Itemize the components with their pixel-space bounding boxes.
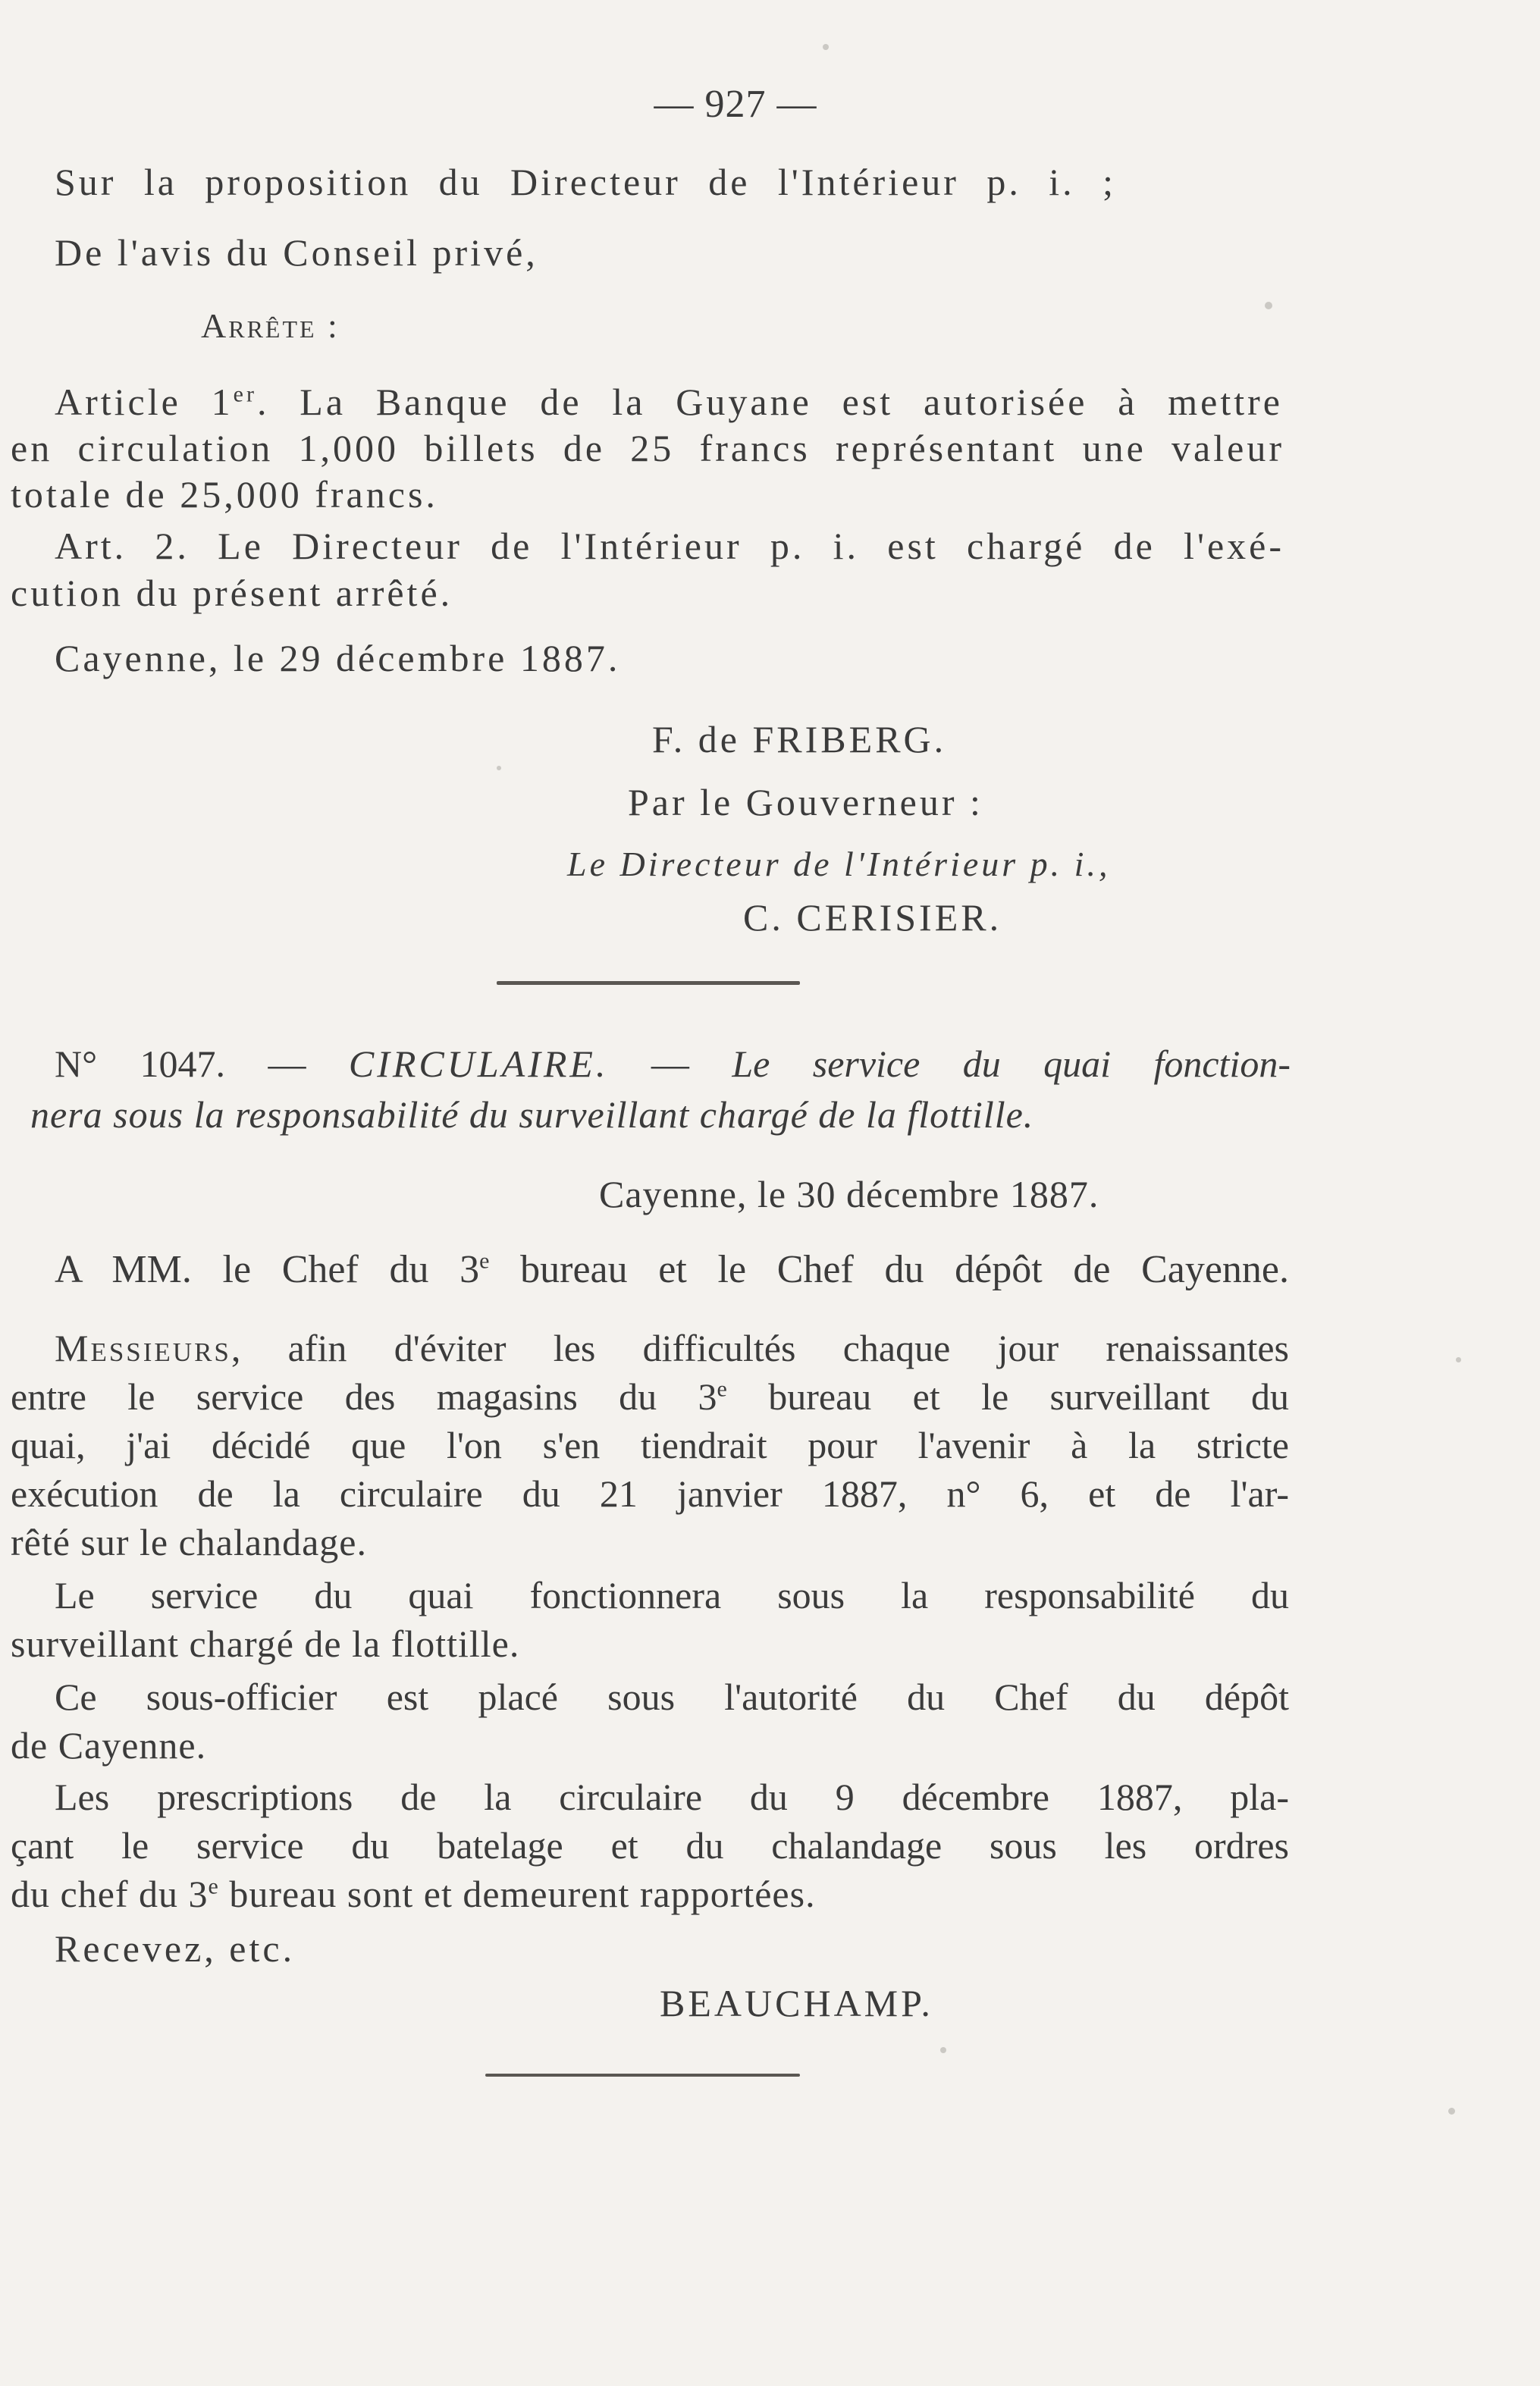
- circular-heading-line-1: N° 1047. — CIRCULAIRE. — Le service du quai fonction-: [55, 1043, 1291, 1085]
- intro-line-2: De l'avis du Conseil privé,: [55, 231, 538, 274]
- body-p1-line-4: exécution de la circulaire du 21 janvier 1887, n° 6, et de l'ar-: [11, 1472, 1289, 1515]
- date-place-2: Cayenne, le 30 décembre 1887.: [599, 1173, 1099, 1215]
- director-name: C. CERISIER.: [743, 896, 1002, 939]
- scan-speck: [1456, 1357, 1461, 1362]
- director-title: Le Directeur de l'Intérieur p. i.,: [567, 845, 1111, 883]
- circular-number: N° 1047.: [55, 1043, 226, 1085]
- body-p1-line-5: rêté sur le chalandage.: [11, 1521, 367, 1563]
- scan-speck: [497, 766, 501, 770]
- scan-speck: [1448, 2108, 1455, 2115]
- article-1-line-2: en circulation 1,000 billets de 25 francs représentant une valeur: [11, 427, 1284, 469]
- body-p2-line-1: Le service du quai fonctionnera sous la responsabilité du: [55, 1574, 1289, 1616]
- body-p4-line-1: Les prescriptions de la circulaire du 9 décembre 1887, pla-: [55, 1776, 1289, 1818]
- closing-formula: Recevez, etc.: [55, 1927, 296, 1970]
- scan-speck: [1265, 302, 1272, 309]
- circular-title: CIRCULAIRE.: [348, 1043, 609, 1085]
- body-p1-line-3: quai, j'ai décidé que l'on s'en tiendrait pour l'avenir à la stricte: [11, 1424, 1289, 1466]
- article-1-line-3: totale de 25,000 francs.: [11, 473, 438, 516]
- body-p1-line-2: entre le service des magasins du 3e bureau et le surveillant du: [11, 1375, 1289, 1418]
- body-p3-line-2: de Cayenne.: [11, 1724, 207, 1767]
- body-p4-line-3: du chef du 3e bureau sont et demeurent rapportées.: [11, 1873, 816, 1915]
- signer-name-1: F. de FRIBERG.: [652, 718, 947, 760]
- circular-subject-1: Le service du quai fonction-: [732, 1043, 1291, 1085]
- circular-subject-2: nera sous la responsabilité du surveillant chargé de la flottille.: [30, 1093, 1034, 1136]
- signer-name-2: BEAUCHAMP.: [660, 1982, 933, 2024]
- by-governor: Par le Gouverneur :: [628, 781, 983, 823]
- intro-line-1: Sur la proposition du Directeur de l'Intérieur p. i. ;: [55, 161, 1116, 203]
- article-1-line-1: Article 1er. La Banque de la Guyane est autorisée à mettre: [55, 381, 1283, 423]
- body-p4-line-2: çant le service du batelage et du chalandage sous les ordres: [11, 1824, 1289, 1867]
- scan-speck: [940, 2047, 946, 2053]
- separator-rule-1: [497, 981, 800, 985]
- article-2-line-1: Art. 2. Le Directeur de l'Intérieur p. i. est chargé de l'exé-: [55, 525, 1284, 567]
- article-2-line-2: cution du présent arrêté.: [11, 572, 453, 614]
- scan-speck: [823, 44, 829, 50]
- arrete-heading: Arrête :: [201, 306, 340, 345]
- body-p2-line-2: surveillant chargé de la flottille.: [11, 1623, 520, 1665]
- separator-rule-2: [485, 2074, 800, 2077]
- body-p1-line-1: Messieurs, afin d'éviter les difficultés chaque jour renaissantes: [55, 1327, 1289, 1369]
- page-number: — 927 —: [654, 83, 817, 126]
- addressee: A MM. le Chef du 3e bureau et le Chef du dépôt de Cayenne.: [55, 1248, 1289, 1291]
- date-place-1: Cayenne, le 29 décembre 1887.: [55, 637, 621, 679]
- body-p3-line-1: Ce sous-officier est placé sous l'autorité du Chef du dépôt: [55, 1676, 1289, 1718]
